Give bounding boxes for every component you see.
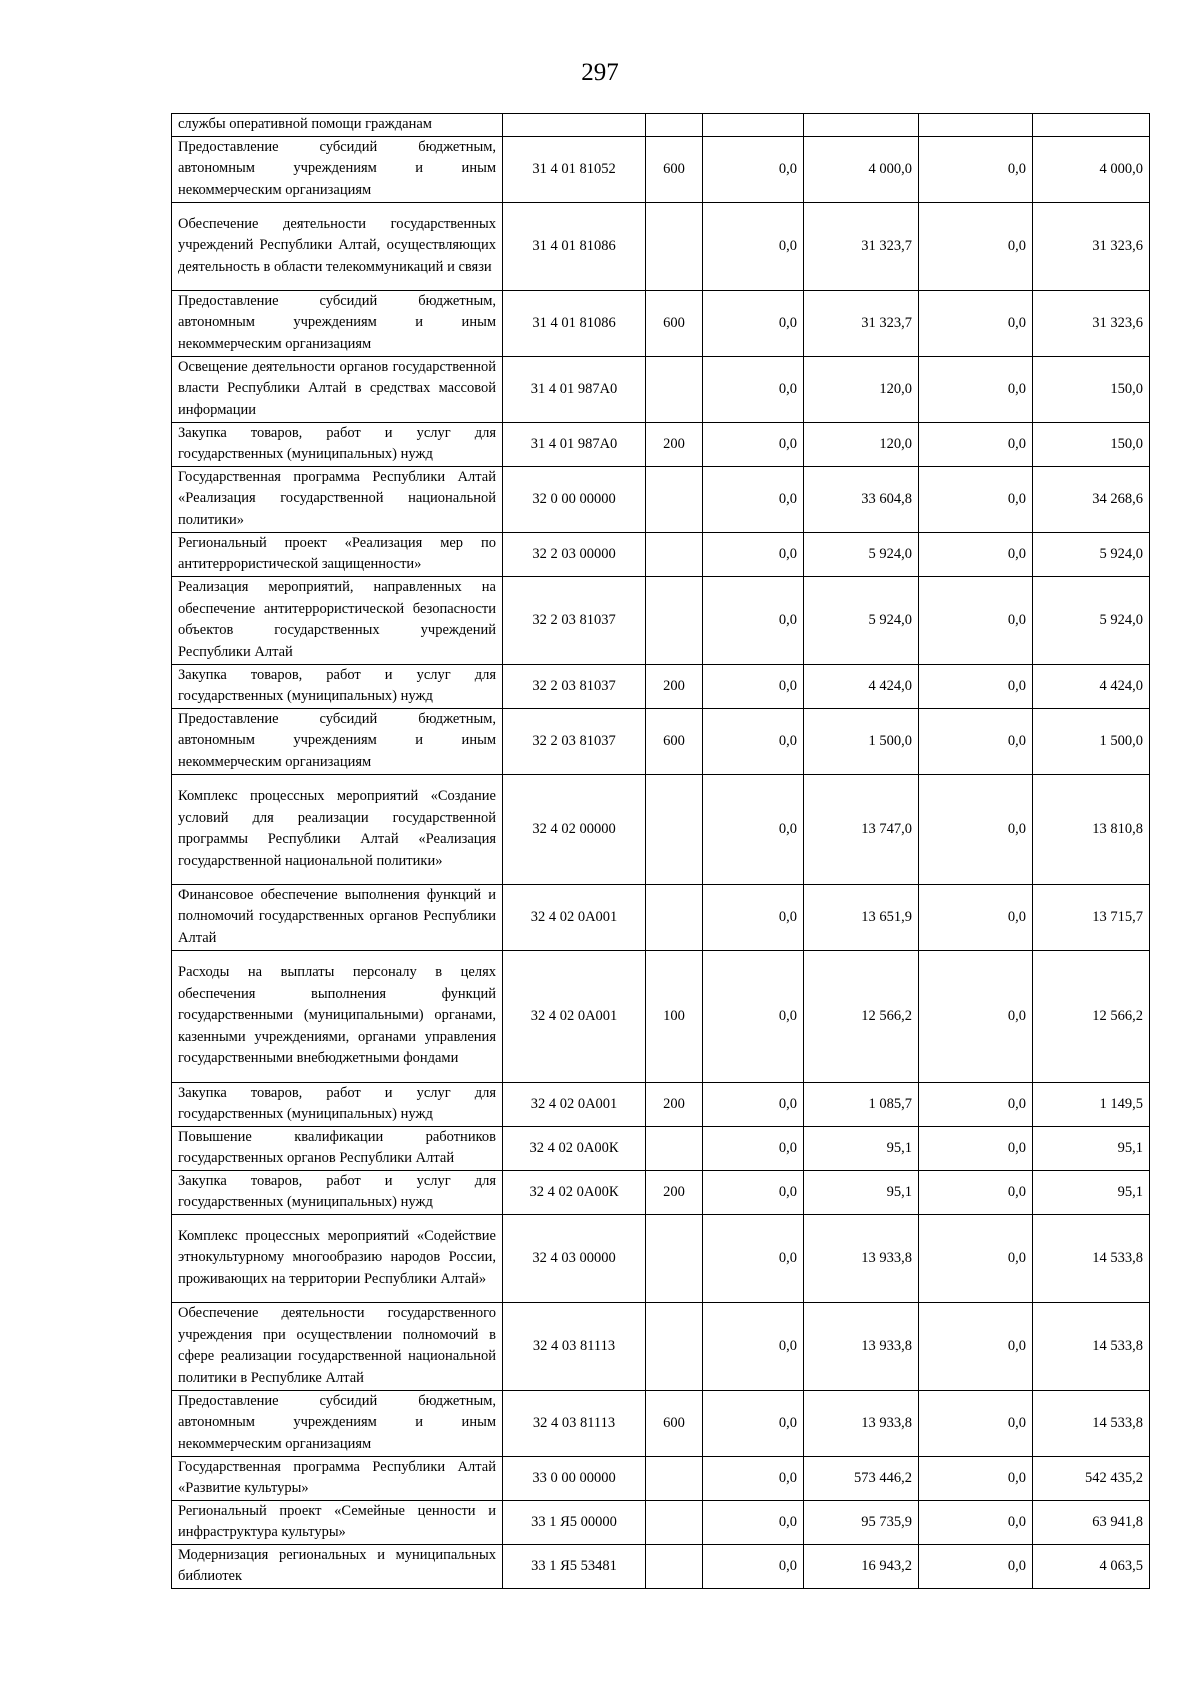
row-value-1-cell: 0,0 — [703, 290, 804, 356]
row-value-1-cell: 0,0 — [703, 532, 804, 576]
row-value-4-cell: 31 323,6 — [1033, 202, 1150, 290]
table-row — [172, 114, 1150, 137]
row-value-3-cell: 0,0 — [919, 950, 1033, 1082]
row-value-3-cell: 0,0 — [919, 1126, 1033, 1170]
row-expense-type-cell — [646, 1302, 703, 1390]
row-code-cell: 32 2 03 00000 — [503, 532, 646, 576]
row-name-cell: Региональный проект «Реализация мер по антитеррористической защищенности» — [172, 532, 503, 576]
row-value-2-cell: 12 566,2 — [804, 950, 919, 1082]
row-expense-type-cell: 200 — [646, 1170, 703, 1214]
row-code-cell: 32 4 03 81113 — [503, 1390, 646, 1456]
row-value-4-cell: 14 533,8 — [1033, 1390, 1150, 1456]
table-row — [172, 884, 1150, 950]
row-code-cell: 32 4 03 00000 — [503, 1214, 646, 1302]
table-row — [172, 1544, 1150, 1588]
row-code-cell: 33 0 00 00000 — [503, 1456, 646, 1500]
row-name-cell: Закупка товаров, работ и услуг для государственных (муниципальных) нужд — [172, 664, 503, 708]
row-value-4-cell: 4 424,0 — [1033, 664, 1150, 708]
row-value-4-cell: 150,0 — [1033, 356, 1150, 422]
table-row — [172, 576, 1150, 664]
row-value-1-cell: 0,0 — [703, 1456, 804, 1500]
row-value-4-cell: 13 810,8 — [1033, 774, 1150, 884]
row-name-cell: Предоставление субсидий бюджетным, автономным учреждениям и иным некоммерческим организациям — [172, 708, 503, 774]
row-expense-type-cell — [646, 356, 703, 422]
table-row — [172, 356, 1150, 422]
row-expense-type-cell: 200 — [646, 664, 703, 708]
row-code-cell: 31 4 01 81086 — [503, 290, 646, 356]
table-row — [172, 950, 1150, 1082]
row-value-1-cell: 0,0 — [703, 422, 804, 466]
row-name-cell: Государственная программа Республики Алтай «Развитие культуры» — [172, 1456, 503, 1500]
row-code-cell: 32 4 02 0А001 — [503, 884, 646, 950]
row-expense-type-cell — [646, 1456, 703, 1500]
table-row — [172, 1214, 1150, 1302]
row-value-4-cell: 34 268,6 — [1033, 466, 1150, 532]
row-value-2-cell: 31 323,7 — [804, 202, 919, 290]
row-code-cell: 32 4 02 00000 — [503, 774, 646, 884]
row-value-3-cell: 0,0 — [919, 774, 1033, 884]
row-value-3-cell: 0,0 — [919, 884, 1033, 950]
row-name-cell: Повышение квалификации работников государственных органов Республики Алтай — [172, 1126, 503, 1170]
row-value-3-cell: 0,0 — [919, 708, 1033, 774]
row-value-4-cell: 5 924,0 — [1033, 576, 1150, 664]
row-value-4-cell: 13 715,7 — [1033, 884, 1150, 950]
row-value-2-cell: 5 924,0 — [804, 532, 919, 576]
row-name-cell: Финансовое обеспечение выполнения функций и полномочий государственных органов Республики Алтай — [172, 884, 503, 950]
row-value-3-cell: 0,0 — [919, 202, 1033, 290]
row-expense-type-cell: 600 — [646, 708, 703, 774]
row-value-2-cell: 573 446,2 — [804, 1456, 919, 1500]
table-row — [172, 1302, 1150, 1390]
row-value-1-cell: 0,0 — [703, 884, 804, 950]
page-number: 297 — [581, 59, 619, 86]
table-row — [172, 532, 1150, 576]
row-code-cell: 32 2 03 81037 — [503, 664, 646, 708]
row-value-3-cell: 0,0 — [919, 422, 1033, 466]
row-expense-type-cell: 100 — [646, 950, 703, 1082]
row-code-cell: 31 4 01 81052 — [503, 136, 646, 202]
table-row — [172, 664, 1150, 708]
row-value-3-cell: 0,0 — [919, 1500, 1033, 1544]
row-expense-type-cell — [646, 774, 703, 884]
table-row — [172, 1082, 1150, 1126]
row-expense-type-cell — [646, 1500, 703, 1544]
row-value-4-cell: 63 941,8 — [1033, 1500, 1150, 1544]
row-value-4-cell: 95,1 — [1033, 1126, 1150, 1170]
row-value-4-cell: 542 435,2 — [1033, 1456, 1150, 1500]
row-value-2-cell: 13 933,8 — [804, 1214, 919, 1302]
row-value-3-cell: 0,0 — [919, 356, 1033, 422]
row-name-cell: Предоставление субсидий бюджетным, автономным учреждениям и иным некоммерческим организациям — [172, 1390, 503, 1456]
row-expense-type-cell — [646, 466, 703, 532]
table-row — [172, 1170, 1150, 1214]
row-value-4-cell: 14 533,8 — [1033, 1214, 1150, 1302]
row-value-1-cell: 0,0 — [703, 1500, 804, 1544]
row-expense-type-cell: 600 — [646, 1390, 703, 1456]
row-code-cell — [503, 114, 646, 137]
row-value-2-cell: 1 500,0 — [804, 708, 919, 774]
row-value-1-cell: 0,0 — [703, 1126, 804, 1170]
row-value-2-cell: 95,1 — [804, 1126, 919, 1170]
row-value-2-cell: 120,0 — [804, 422, 919, 466]
row-value-1-cell: 0,0 — [703, 576, 804, 664]
row-value-1-cell: 0,0 — [703, 1170, 804, 1214]
row-value-1-cell: 0,0 — [703, 774, 804, 884]
table-row — [172, 422, 1150, 466]
table-row — [172, 1500, 1150, 1544]
row-code-cell: 32 2 03 81037 — [503, 576, 646, 664]
table-row — [172, 202, 1150, 290]
row-value-3-cell: 0,0 — [919, 1302, 1033, 1390]
row-expense-type-cell: 200 — [646, 422, 703, 466]
row-name-cell: Региональный проект «Семейные ценности и инфраструктура культуры» — [172, 1500, 503, 1544]
row-value-2-cell: 5 924,0 — [804, 576, 919, 664]
row-value-1-cell: 0,0 — [703, 136, 804, 202]
row-value-3-cell: 0,0 — [919, 1390, 1033, 1456]
row-value-3-cell: 0,0 — [919, 290, 1033, 356]
row-value-3-cell: 0,0 — [919, 664, 1033, 708]
row-code-cell: 32 4 02 0А001 — [503, 1082, 646, 1126]
budget-table — [171, 113, 1150, 1589]
row-name-cell: Модернизация региональных и муниципальных библиотек — [172, 1544, 503, 1588]
row-value-1-cell: 0,0 — [703, 1082, 804, 1126]
row-value-1-cell — [703, 114, 804, 137]
row-value-1-cell: 0,0 — [703, 356, 804, 422]
row-value-3-cell: 0,0 — [919, 1456, 1033, 1500]
row-value-1-cell: 0,0 — [703, 466, 804, 532]
table-row — [172, 136, 1150, 202]
row-value-2-cell: 95,1 — [804, 1170, 919, 1214]
row-value-3-cell: 0,0 — [919, 1082, 1033, 1126]
row-value-3-cell: 0,0 — [919, 532, 1033, 576]
row-value-2-cell: 16 943,2 — [804, 1544, 919, 1588]
table-row — [172, 1390, 1150, 1456]
row-code-cell: 32 4 02 0А00К — [503, 1126, 646, 1170]
row-expense-type-cell — [646, 1126, 703, 1170]
row-value-1-cell: 0,0 — [703, 202, 804, 290]
row-name-cell: службы оперативной помощи гражданам — [172, 114, 503, 137]
table-row — [172, 290, 1150, 356]
budget-table-body — [172, 114, 1150, 1589]
row-value-2-cell: 4 000,0 — [804, 136, 919, 202]
row-name-cell: Закупка товаров, работ и услуг для государственных (муниципальных) нужд — [172, 1082, 503, 1126]
table-row — [172, 708, 1150, 774]
row-name-cell: Предоставление субсидий бюджетным, автономным учреждениям и иным некоммерческим организациям — [172, 136, 503, 202]
row-expense-type-cell — [646, 576, 703, 664]
row-code-cell: 33 1 Я5 53481 — [503, 1544, 646, 1588]
row-value-4-cell — [1033, 114, 1150, 137]
row-value-4-cell: 5 924,0 — [1033, 532, 1150, 576]
row-value-3-cell: 0,0 — [919, 1170, 1033, 1214]
row-value-4-cell: 31 323,6 — [1033, 290, 1150, 356]
row-value-2-cell — [804, 114, 919, 137]
row-value-4-cell: 95,1 — [1033, 1170, 1150, 1214]
row-expense-type-cell — [646, 1544, 703, 1588]
row-value-3-cell: 0,0 — [919, 466, 1033, 532]
row-code-cell: 32 0 00 00000 — [503, 466, 646, 532]
row-value-1-cell: 0,0 — [703, 1544, 804, 1588]
row-expense-type-cell: 600 — [646, 290, 703, 356]
table-row — [172, 1456, 1150, 1500]
table-row — [172, 774, 1150, 884]
row-code-cell: 31 4 01 81086 — [503, 202, 646, 290]
row-expense-type-cell — [646, 532, 703, 576]
row-code-cell: 32 4 02 0А001 — [503, 950, 646, 1082]
row-name-cell: Закупка товаров, работ и услуг для государственных (муниципальных) нужд — [172, 1170, 503, 1214]
row-name-cell: Закупка товаров, работ и услуг для государственных (муниципальных) нужд — [172, 422, 503, 466]
row-value-2-cell: 33 604,8 — [804, 466, 919, 532]
row-value-2-cell: 13 933,8 — [804, 1302, 919, 1390]
row-name-cell: Государственная программа Республики Алтай «Реализация государственной национальной политики» — [172, 466, 503, 532]
row-value-1-cell: 0,0 — [703, 950, 804, 1082]
row-code-cell: 32 2 03 81037 — [503, 708, 646, 774]
row-value-3-cell — [919, 114, 1033, 137]
row-value-2-cell: 13 651,9 — [804, 884, 919, 950]
row-expense-type-cell: 200 — [646, 1082, 703, 1126]
row-value-1-cell: 0,0 — [703, 1390, 804, 1456]
row-value-2-cell: 13 933,8 — [804, 1390, 919, 1456]
row-name-cell: Обеспечение деятельности государственных учреждений Республики Алтай, осуществляющих деятельность в области телекоммуникаций и связи — [172, 202, 503, 290]
row-name-cell: Расходы на выплаты персоналу в целях обеспечения выполнения функций государственными (муниципальными) органами, казенными учреждениями, органами управления государственными внебюджетными фондами — [172, 950, 503, 1082]
row-value-3-cell: 0,0 — [919, 1544, 1033, 1588]
row-name-cell: Реализация мероприятий, направленных на обеспечение антитеррористической безопасности объектов государственных учреждений Республики Алтай — [172, 576, 503, 664]
row-code-cell: 32 4 02 0А00К — [503, 1170, 646, 1214]
row-expense-type-cell — [646, 114, 703, 137]
row-value-2-cell: 120,0 — [804, 356, 919, 422]
row-code-cell: 31 4 01 987A0 — [503, 422, 646, 466]
row-expense-type-cell: 600 — [646, 136, 703, 202]
row-name-cell: Предоставление субсидий бюджетным, автономным учреждениям и иным некоммерческим организациям — [172, 290, 503, 356]
row-value-1-cell: 0,0 — [703, 1214, 804, 1302]
row-value-3-cell: 0,0 — [919, 576, 1033, 664]
row-value-4-cell: 12 566,2 — [1033, 950, 1150, 1082]
row-value-3-cell: 0,0 — [919, 136, 1033, 202]
row-value-2-cell: 95 735,9 — [804, 1500, 919, 1544]
row-expense-type-cell — [646, 1214, 703, 1302]
table-row — [172, 1126, 1150, 1170]
row-value-4-cell: 150,0 — [1033, 422, 1150, 466]
row-value-4-cell: 1 149,5 — [1033, 1082, 1150, 1126]
table-row — [172, 466, 1150, 532]
row-code-cell: 32 4 03 81113 — [503, 1302, 646, 1390]
row-expense-type-cell — [646, 884, 703, 950]
row-code-cell: 31 4 01 987A0 — [503, 356, 646, 422]
row-value-3-cell: 0,0 — [919, 1214, 1033, 1302]
row-value-2-cell: 4 424,0 — [804, 664, 919, 708]
row-name-cell: Обеспечение деятельности государственного учреждения при осуществлении полномочий в сфере реализации государственной национальной политики в Республике Алтай — [172, 1302, 503, 1390]
row-name-cell: Комплекс процессных мероприятий «Создание условий для реализации государственной программы Республики Алтай «Реализация государственной национальной политики» — [172, 774, 503, 884]
row-expense-type-cell — [646, 202, 703, 290]
row-value-1-cell: 0,0 — [703, 1302, 804, 1390]
row-code-cell: 33 1 Я5 00000 — [503, 1500, 646, 1544]
row-value-4-cell: 1 500,0 — [1033, 708, 1150, 774]
row-name-cell: Комплекс процессных мероприятий «Содействие этнокультурному многообразию народов России, проживающих на территории Республики Алтай» — [172, 1214, 503, 1302]
row-value-1-cell: 0,0 — [703, 708, 804, 774]
row-value-2-cell: 13 747,0 — [804, 774, 919, 884]
row-value-2-cell: 1 085,7 — [804, 1082, 919, 1126]
row-name-cell: Освещение деятельности органов государственной власти Республики Алтай в средствах массовой информации — [172, 356, 503, 422]
row-value-4-cell: 4 063,5 — [1033, 1544, 1150, 1588]
row-value-4-cell: 4 000,0 — [1033, 136, 1150, 202]
row-value-1-cell: 0,0 — [703, 664, 804, 708]
row-value-2-cell: 31 323,7 — [804, 290, 919, 356]
row-value-4-cell: 14 533,8 — [1033, 1302, 1150, 1390]
